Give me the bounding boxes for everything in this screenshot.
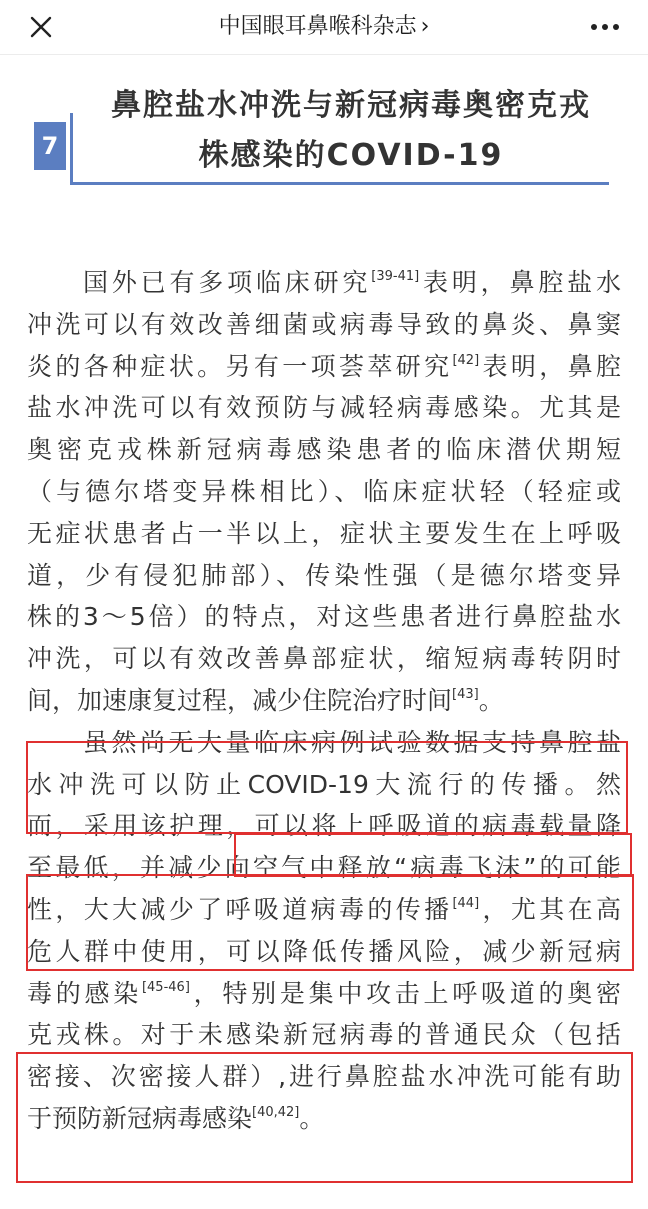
heading-rule-horizontal: [70, 182, 609, 185]
account-name: 中国眼耳鼻喉科杂志: [218, 14, 417, 39]
p2-line: 危人群中使用，可以降低传播风险，减少新冠病: [27, 936, 621, 966]
p1-line: 盐水冲洗可以有效预防与减轻病毒感染。尤其是: [27, 393, 621, 423]
top-bar: [0, 0, 648, 55]
citation: [44]: [452, 895, 480, 911]
p2-line: 密接、次密接人群）,进行鼻腔盐水冲洗可能有助: [27, 1062, 621, 1092]
p1-line: 间，加速康复过程，减少住院治疗时间[43]。: [27, 685, 504, 715]
more-dots-icon[interactable]: [588, 16, 622, 38]
citation: [40,42]: [252, 1104, 300, 1120]
citation: [45-46]: [141, 979, 190, 995]
p1-line: 道，少有侵犯肺部）、传染性强（是德尔塔变异: [27, 560, 621, 590]
p1-line: 冲洗可以有效改善细菌或病毒导致的鼻炎、鼻窦: [27, 309, 621, 339]
p1-line: 无症状患者占一半以上，症状主要发生在上呼吸: [27, 518, 621, 548]
section-title-line-1: 鼻腔盐水冲洗与新冠病毒奥密克戎: [111, 88, 591, 123]
p1-line: 冲洗，可以有效改善鼻部症状，缩短病毒转阴时: [27, 644, 621, 674]
p2-line: 毒的感染[45-46]，特别是集中攻击上呼吸道的奥密: [27, 978, 621, 1008]
p1-line: （与德尔塔变异株相比）、临床症状轻（轻症或: [27, 476, 621, 506]
article-body: [27, 262, 621, 1140]
heading-rule-vertical: [70, 113, 73, 185]
p2-line: 于预防新冠病毒感染[40,42]。: [27, 1103, 325, 1133]
p2-line: 而，采用该护理，可以将上呼吸道的病毒载量降: [27, 811, 621, 841]
p2-line: 虽然尚无大量临床病例试验数据支持鼻腔盐: [83, 727, 621, 757]
p2-line: 水冲洗可以防止COVID-19大流行的传播。然: [27, 769, 621, 799]
p1-line: 国外已有多项临床研究[39-41]表明，鼻腔盐水: [83, 268, 621, 297]
section-number-badge: 7: [34, 122, 66, 170]
p2-line: 克戎株。对于未感染新冠病毒的普通民众（包括: [27, 1020, 621, 1050]
p2-line: 至最低，并减少向空气中释放“病毒飞沫”的可能: [27, 853, 621, 883]
citation: [39-41]: [371, 269, 420, 284]
p1-line: 炎的各种症状。另有一项荟萃研究[42]表明，鼻腔: [27, 351, 621, 381]
section-title-line-2: 株感染的COVID-19: [198, 138, 504, 173]
citation: [42]: [452, 352, 480, 368]
p1-line: 株的3～5倍）的特点，对这些患者进行鼻腔盐水: [27, 602, 621, 632]
chevron-right-icon: ›: [420, 14, 430, 39]
account-title-link[interactable]: [0, 0, 648, 54]
p1-line: 奥密克戎株新冠病毒感染患者的临床潜伏期短: [27, 435, 621, 465]
p2-line: 性，大大减少了呼吸道病毒的传播[44]，尤其在高: [27, 894, 621, 924]
citation: [43]: [452, 686, 479, 702]
